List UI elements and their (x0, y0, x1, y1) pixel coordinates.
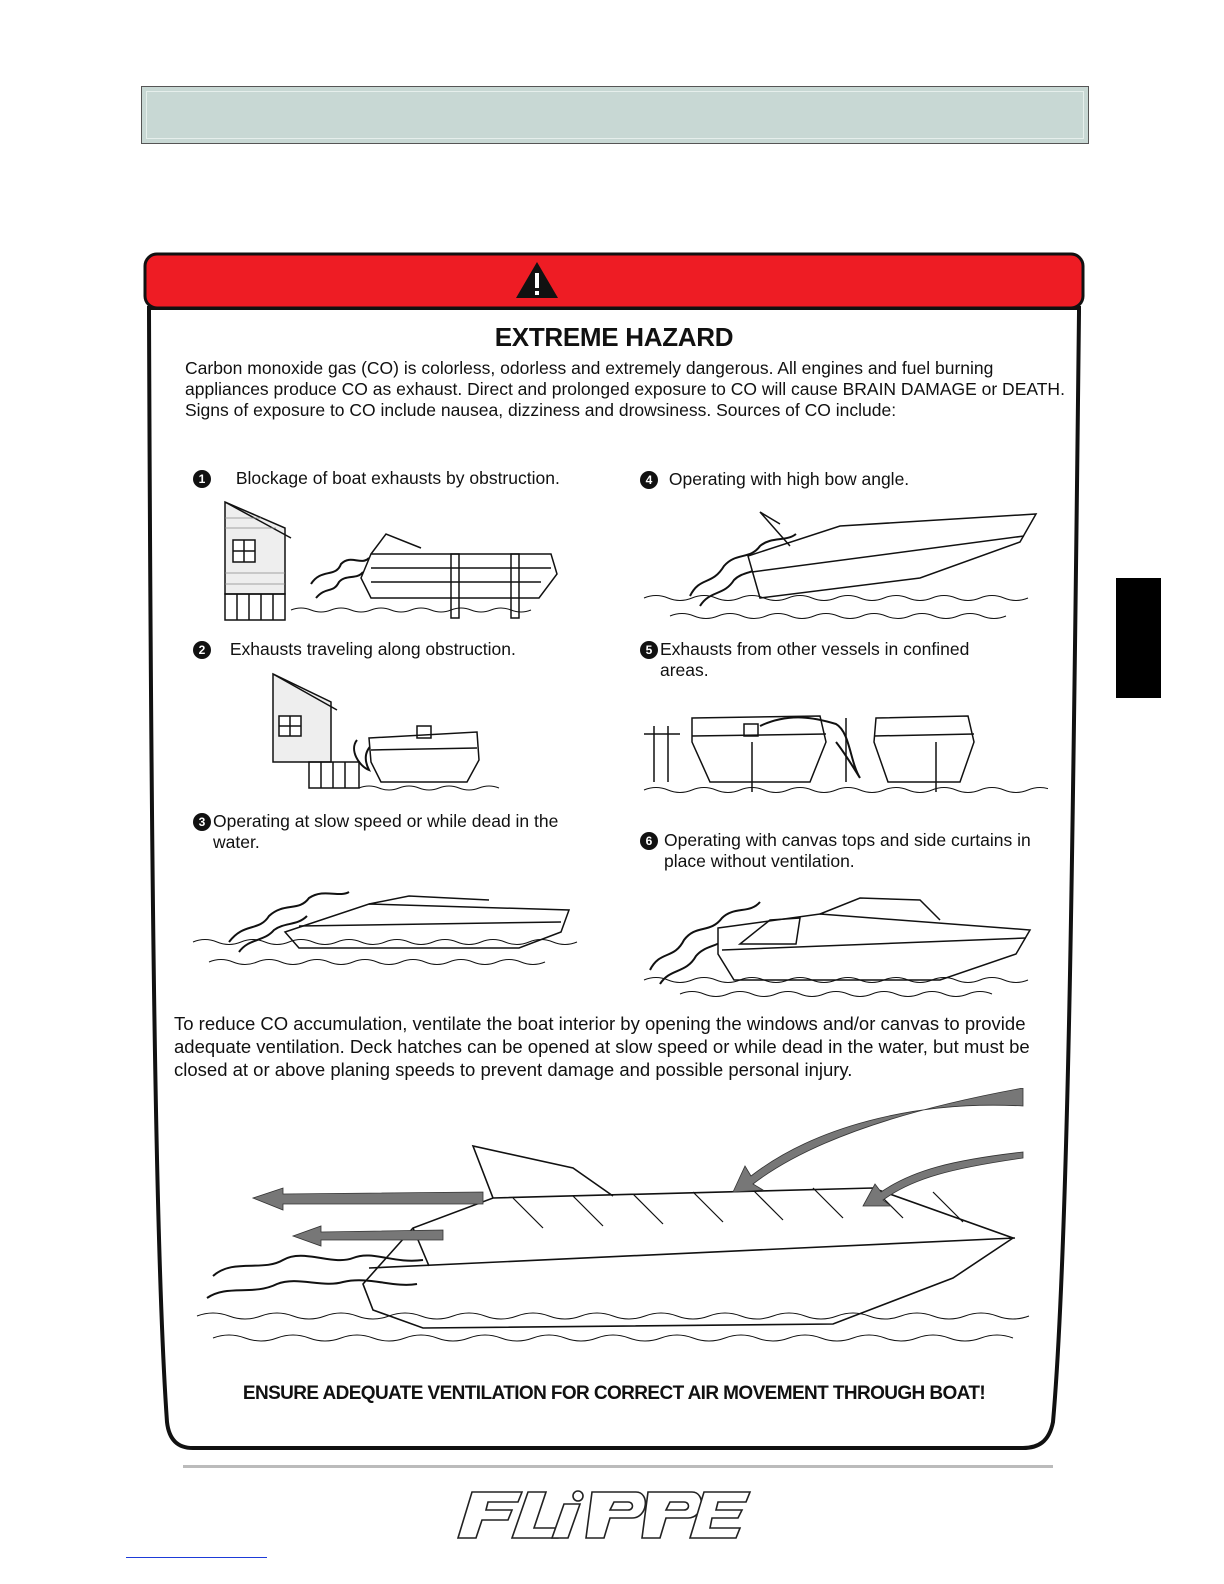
illustration-exhaust-along-obstruction (269, 670, 529, 800)
item-number: 4 (640, 471, 658, 489)
hazard-item-6 (640, 830, 1060, 872)
item-number: 3 (193, 813, 211, 831)
item-text: Blockage of boat exhausts by obstruction. (235, 468, 560, 488)
page-link-underline[interactable] (126, 1557, 267, 1558)
item-text: Operating at slow speed or while dead in the water. (213, 811, 559, 852)
hazard-item-3 (193, 811, 613, 853)
item-text: Operating with high bow angle. (668, 469, 910, 489)
section-tab (1116, 578, 1161, 698)
item-text: Exhausts traveling along obstruction. (229, 639, 516, 659)
danger-banner (145, 254, 1083, 308)
ensure-ventilation-text: ENSURE ADEQUATE VENTILATION FOR CORRECT AIR MOVEMENT THROUGH BOAT! (242, 1383, 986, 1404)
illustration-exhaust-blocked (221, 498, 581, 626)
item-number: 6 (640, 832, 658, 850)
hazard-intro: Carbon monoxide gas (CO) is colorless, odorless and extremely dangerous. All engines and fuel burning appliances produce CO as exhaust. Direct and prolonged exposure to CO will cause BRAIN DAMAGE or DEATH. Signs of exposure to CO include nausea, dizziness and drowsiness. Sources of CO include: (185, 358, 1065, 420)
hazard-item-1 (193, 468, 613, 489)
illustration-ventilation-airflow (193, 1088, 1053, 1358)
illustration-other-vessels (640, 712, 1048, 804)
illustration-high-bow-angle (640, 506, 1044, 626)
hazard-item-5 (640, 639, 1060, 681)
hazard-title: EXTREME HAZARD (494, 322, 734, 352)
illustration-canvas-tops (640, 884, 1044, 999)
item-text: Exhausts from other vessels in confined areas. (660, 639, 970, 680)
item-number: 1 (193, 470, 211, 488)
item-text: Operating with canvas tops and side curtains in place without ventilation. (664, 830, 1031, 871)
hazard-item-2 (193, 639, 613, 660)
footer-rule (183, 1465, 1053, 1468)
header-bar (141, 86, 1089, 144)
warning-triangle-icon (514, 260, 560, 300)
warning-panel (143, 252, 1085, 1452)
item-number: 2 (193, 641, 211, 659)
illustration-slow-speed (189, 882, 591, 977)
item-number: 5 (640, 641, 658, 659)
ventilation-text: To reduce CO accumulation, ventilate the boat interior by opening the windows and/or canvas to provide adequate ventilation. Deck hatches can be opened at slow speed or while dead in the water, but must be closed at or above planing speeds to prevent damage and possible personal injury. (174, 1013, 1030, 1080)
hazard-item-4 (640, 469, 1060, 490)
